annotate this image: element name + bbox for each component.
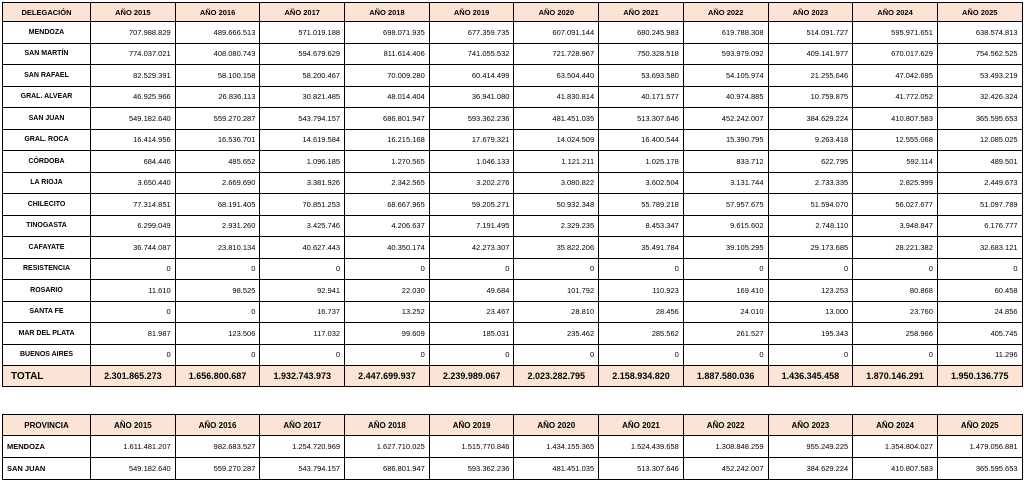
- cell-value: 750.328.518: [599, 43, 684, 65]
- total-value: 1.436.345.458: [768, 366, 853, 387]
- cell-value: 0: [768, 344, 853, 366]
- cell-value: 452.242.007: [683, 458, 768, 480]
- cell-value: 513.307.646: [599, 458, 684, 480]
- cell-value: 11.296: [937, 344, 1022, 366]
- total-label: TOTAL: [3, 366, 91, 387]
- cell-value: 754.562.525: [937, 43, 1022, 65]
- row-label: MAR DEL PLATA: [3, 323, 91, 345]
- cell-value: 684.446: [91, 151, 176, 173]
- cell-value: 3.948.847: [853, 215, 938, 237]
- header-year: AÑO 2018: [345, 415, 430, 436]
- cell-value: 123.253: [768, 280, 853, 302]
- row-label: MENDOZA: [3, 22, 91, 44]
- cell-value: 1.025.178: [599, 151, 684, 173]
- cell-value: 0: [429, 258, 514, 280]
- cell-value: 0: [514, 258, 599, 280]
- cell-value: 51.097.789: [937, 194, 1022, 216]
- cell-value: 2.669.690: [175, 172, 260, 194]
- cell-value: 117.032: [260, 323, 345, 345]
- cell-value: 123.506: [175, 323, 260, 345]
- header-year: AÑO 2021: [599, 3, 684, 22]
- cell-value: 54.105.974: [683, 65, 768, 87]
- cell-value: 0: [175, 344, 260, 366]
- table-row: [3, 258, 1023, 280]
- cell-value: 16.414.956: [91, 129, 176, 151]
- cell-value: 622.795: [768, 151, 853, 173]
- header-year: AÑO 2020: [514, 415, 599, 436]
- cell-value: 3.602.504: [599, 172, 684, 194]
- cell-value: 595.971.651: [853, 22, 938, 44]
- header-year: AÑO 2024: [853, 415, 938, 436]
- total-value: 1.870.146.291: [853, 366, 938, 387]
- table-row: [3, 22, 1023, 44]
- cell-value: 2.748.110: [768, 215, 853, 237]
- cell-value: 549.182.640: [91, 458, 176, 480]
- cell-value: 384.629.224: [768, 108, 853, 130]
- cell-value: 26.836.113: [175, 86, 260, 108]
- cell-value: 41.772.052: [853, 86, 938, 108]
- cell-value: 2.342.565: [345, 172, 430, 194]
- cell-value: 774.037.021: [91, 43, 176, 65]
- header-year: AÑO 2016: [175, 3, 260, 22]
- cell-value: 9.263.418: [768, 129, 853, 151]
- cell-value: 571.019.188: [260, 22, 345, 44]
- cell-value: 70.851.253: [260, 194, 345, 216]
- row-label: BUENOS AIRES: [3, 344, 91, 366]
- header-year: AÑO 2025: [937, 415, 1022, 436]
- table-row: [3, 194, 1023, 216]
- cell-value: 384.629.224: [768, 458, 853, 480]
- cell-value: 1.479.056.881: [937, 436, 1022, 458]
- cell-value: 2.733.335: [768, 172, 853, 194]
- table-row: [3, 86, 1023, 108]
- cell-value: 36.941.080: [429, 86, 514, 108]
- cell-value: 0: [599, 344, 684, 366]
- total-value: 1.932.743.973: [260, 366, 345, 387]
- cell-value: 40.974.885: [683, 86, 768, 108]
- row-label: CHILECITO: [3, 194, 91, 216]
- cell-value: 3.080.822: [514, 172, 599, 194]
- cell-value: 0: [599, 258, 684, 280]
- header-row: [3, 3, 1023, 22]
- header-year: AÑO 2017: [260, 415, 345, 436]
- cell-value: 513.307.646: [599, 108, 684, 130]
- cell-value: 285.562: [599, 323, 684, 345]
- row-label: TINOGASTA: [3, 215, 91, 237]
- cell-value: 365.595.653: [937, 458, 1022, 480]
- cell-value: 28.810: [514, 301, 599, 323]
- header-year: AÑO 2015: [91, 415, 176, 436]
- cell-value: 32.683.121: [937, 237, 1022, 259]
- cell-value: 1.354.804.027: [853, 436, 938, 458]
- cell-value: 81.987: [91, 323, 176, 345]
- cell-value: 0: [91, 258, 176, 280]
- total-value: 2.023.282.795: [514, 366, 599, 387]
- cell-value: 28.456: [599, 301, 684, 323]
- cell-value: 6.299.049: [91, 215, 176, 237]
- cell-value: 68.191.405: [175, 194, 260, 216]
- cell-value: 638.574.813: [937, 22, 1022, 44]
- cell-value: 0: [853, 258, 938, 280]
- row-label: ROSARIO: [3, 280, 91, 302]
- cell-value: 10.759.875: [768, 86, 853, 108]
- cell-value: 593.362.236: [429, 108, 514, 130]
- cell-value: 7.191.495: [429, 215, 514, 237]
- cell-value: 514.091.727: [768, 22, 853, 44]
- row-label: SAN JUAN: [3, 108, 91, 130]
- cell-value: 16.536.701: [175, 129, 260, 151]
- cell-value: 1.121.211: [514, 151, 599, 173]
- cell-value: 1.046.133: [429, 151, 514, 173]
- delegaciones-table: [2, 2, 1023, 387]
- table-row: [3, 301, 1023, 323]
- cell-value: 0: [514, 344, 599, 366]
- cell-value: 686.801.947: [345, 458, 430, 480]
- cell-value: 365.595.653: [937, 108, 1022, 130]
- row-label: MENDOZA: [3, 436, 91, 458]
- cell-value: 0: [175, 301, 260, 323]
- provincias-table: [2, 414, 1023, 480]
- cell-value: 0: [260, 258, 345, 280]
- cell-value: 40.350.174: [345, 237, 430, 259]
- cell-value: 4.206.637: [345, 215, 430, 237]
- cell-value: 607.091.144: [514, 22, 599, 44]
- cell-value: 1.270.565: [345, 151, 430, 173]
- cell-value: 98.525: [175, 280, 260, 302]
- cell-value: 92.941: [260, 280, 345, 302]
- cell-value: 741.055.532: [429, 43, 514, 65]
- row-label: SAN JUAN: [3, 458, 91, 480]
- cell-value: 42.273.307: [429, 237, 514, 259]
- cell-value: 833.712: [683, 151, 768, 173]
- cell-value: 485.652: [175, 151, 260, 173]
- cell-value: 47.042.695: [853, 65, 938, 87]
- cell-value: 0: [260, 344, 345, 366]
- header-year: AÑO 2019: [429, 415, 514, 436]
- cell-value: 39.105.295: [683, 237, 768, 259]
- cell-value: 0: [345, 344, 430, 366]
- header-year: AÑO 2018: [345, 3, 430, 22]
- cell-value: 409.141.977: [768, 43, 853, 65]
- cell-value: 57.957.675: [683, 194, 768, 216]
- cell-value: 23.467: [429, 301, 514, 323]
- cell-value: 58.100.158: [175, 65, 260, 87]
- table-row: [3, 458, 1023, 480]
- cell-value: 261.527: [683, 323, 768, 345]
- cell-value: 16.215.168: [345, 129, 430, 151]
- header-year: AÑO 2024: [853, 3, 938, 22]
- header-year: AÑO 2021: [599, 415, 684, 436]
- cell-value: 3.650.440: [91, 172, 176, 194]
- table-row: [3, 323, 1023, 345]
- row-label: CÓRDOBA: [3, 151, 91, 173]
- cell-value: 670.017.629: [853, 43, 938, 65]
- table-row: [3, 43, 1023, 65]
- header-delegacion: DELEGACIÓN: [3, 3, 91, 22]
- cell-value: 698.071.935: [345, 22, 430, 44]
- cell-value: 77.314.851: [91, 194, 176, 216]
- cell-value: 549.182.640: [91, 108, 176, 130]
- total-value: 1.950.136.775: [937, 366, 1022, 387]
- cell-value: 46.925.966: [91, 86, 176, 108]
- cell-value: 60.458: [937, 280, 1022, 302]
- table-row: [3, 215, 1023, 237]
- total-value: 2.301.865.273: [91, 366, 176, 387]
- table-row: [3, 436, 1023, 458]
- cell-value: 408.080.743: [175, 43, 260, 65]
- cell-value: 16.737: [260, 301, 345, 323]
- cell-value: 592.114: [853, 151, 938, 173]
- cell-value: 982.683.527: [175, 436, 260, 458]
- cell-value: 1.627.710.025: [345, 436, 430, 458]
- cell-value: 70.009.280: [345, 65, 430, 87]
- header-year: AÑO 2019: [429, 3, 514, 22]
- cell-value: 24.010: [683, 301, 768, 323]
- cell-value: 23.760: [853, 301, 938, 323]
- cell-value: 0: [429, 344, 514, 366]
- cell-value: 3.381.926: [260, 172, 345, 194]
- cell-value: 40.171.577: [599, 86, 684, 108]
- cell-value: 29.173.685: [768, 237, 853, 259]
- cell-value: 2.449.673: [937, 172, 1022, 194]
- cell-value: 40.627.443: [260, 237, 345, 259]
- cell-value: 53.493.219: [937, 65, 1022, 87]
- cell-value: 8.453.347: [599, 215, 684, 237]
- cell-value: 0: [91, 301, 176, 323]
- cell-value: 489.666.513: [175, 22, 260, 44]
- cell-value: 12.555.068: [853, 129, 938, 151]
- cell-value: 3.425.746: [260, 215, 345, 237]
- cell-value: 48.014.404: [345, 86, 430, 108]
- cell-value: 594.679.629: [260, 43, 345, 65]
- cell-value: 15.390.795: [683, 129, 768, 151]
- row-label: SAN MARTÍN: [3, 43, 91, 65]
- total-value: 2.158.934.820: [599, 366, 684, 387]
- cell-value: 24.856: [937, 301, 1022, 323]
- cell-value: 13.252: [345, 301, 430, 323]
- cell-value: 1.254.720.969: [260, 436, 345, 458]
- cell-value: 258.966: [853, 323, 938, 345]
- cell-value: 1.096.185: [260, 151, 345, 173]
- table-row: [3, 172, 1023, 194]
- cell-value: 481.451.035: [514, 108, 599, 130]
- cell-value: 2.931.260: [175, 215, 260, 237]
- cell-value: 0: [175, 258, 260, 280]
- table-row: [3, 280, 1023, 302]
- cell-value: 0: [683, 344, 768, 366]
- cell-value: 195.343: [768, 323, 853, 345]
- cell-value: 3.131.744: [683, 172, 768, 194]
- header-provincia: PROVINCIA: [3, 415, 91, 436]
- cell-value: 63.504.440: [514, 65, 599, 87]
- cell-value: 101.792: [514, 280, 599, 302]
- cell-value: 14.024.509: [514, 129, 599, 151]
- cell-value: 9.615.602: [683, 215, 768, 237]
- cell-value: 405.745: [937, 323, 1022, 345]
- cell-value: 707.988.829: [91, 22, 176, 44]
- total-value: 1.887.580.036: [683, 366, 768, 387]
- cell-value: 1.308.848.259: [683, 436, 768, 458]
- total-value: 2.447.699.937: [345, 366, 430, 387]
- cell-value: 110.923: [599, 280, 684, 302]
- cell-value: 68.667.965: [345, 194, 430, 216]
- cell-value: 51.594.070: [768, 194, 853, 216]
- cell-value: 59.205.271: [429, 194, 514, 216]
- cell-value: 1.524.439.658: [599, 436, 684, 458]
- total-value: 2.239.989.067: [429, 366, 514, 387]
- cell-value: 955.249.225: [768, 436, 853, 458]
- cell-value: 489.501: [937, 151, 1022, 173]
- cell-value: 593.362.236: [429, 458, 514, 480]
- cell-value: 82.529.391: [91, 65, 176, 87]
- cell-value: 28.221.382: [853, 237, 938, 259]
- cell-value: 2.825.999: [853, 172, 938, 194]
- header-year: AÑO 2023: [768, 415, 853, 436]
- header-year: AÑO 2023: [768, 3, 853, 22]
- row-label: SANTA FE: [3, 301, 91, 323]
- header-year: AÑO 2025: [937, 3, 1022, 22]
- header-row: [3, 415, 1023, 436]
- cell-value: 680.245.983: [599, 22, 684, 44]
- header-year: AÑO 2022: [683, 415, 768, 436]
- table-row: [3, 129, 1023, 151]
- cell-value: 17.679.321: [429, 129, 514, 151]
- cell-value: 50.932.348: [514, 194, 599, 216]
- cell-value: 559.270.287: [175, 108, 260, 130]
- cell-value: 410.807.583: [853, 108, 938, 130]
- cell-value: 35.822.206: [514, 237, 599, 259]
- cell-value: 36.744.087: [91, 237, 176, 259]
- cell-value: 41.830.814: [514, 86, 599, 108]
- cell-value: 11.610: [91, 280, 176, 302]
- cell-value: 543.794.157: [260, 108, 345, 130]
- row-label: RESISTENCIA: [3, 258, 91, 280]
- cell-value: 22.030: [345, 280, 430, 302]
- cell-value: 13.000: [768, 301, 853, 323]
- cell-value: 0: [345, 258, 430, 280]
- cell-value: 99.609: [345, 323, 430, 345]
- cell-value: 12.085.025: [937, 129, 1022, 151]
- cell-value: 593.979.092: [683, 43, 768, 65]
- row-label: GRAL. ALVEAR: [3, 86, 91, 108]
- cell-value: 23.810.134: [175, 237, 260, 259]
- cell-value: 811.614.406: [345, 43, 430, 65]
- row-label: SAN RAFAEL: [3, 65, 91, 87]
- cell-value: 452.242.007: [683, 108, 768, 130]
- cell-value: 21.255.646: [768, 65, 853, 87]
- cell-value: 0: [853, 344, 938, 366]
- cell-value: 0: [937, 258, 1022, 280]
- cell-value: 60.414.499: [429, 65, 514, 87]
- table-row: [3, 65, 1023, 87]
- cell-value: 185.031: [429, 323, 514, 345]
- cell-value: 49.684: [429, 280, 514, 302]
- cell-value: 53.693.580: [599, 65, 684, 87]
- cell-value: 559.270.287: [175, 458, 260, 480]
- cell-value: 16.400.544: [599, 129, 684, 151]
- cell-value: 32.426.324: [937, 86, 1022, 108]
- cell-value: 3.202.276: [429, 172, 514, 194]
- header-year: AÑO 2017: [260, 3, 345, 22]
- cell-value: 481.451.035: [514, 458, 599, 480]
- cell-value: 14.619.584: [260, 129, 345, 151]
- row-label: CAFAYATE: [3, 237, 91, 259]
- cell-value: 58.200.467: [260, 65, 345, 87]
- cell-value: 619.788.308: [683, 22, 768, 44]
- cell-value: 721.728.967: [514, 43, 599, 65]
- table-row: [3, 237, 1023, 259]
- cell-value: 6.176.777: [937, 215, 1022, 237]
- cell-value: 410.807.583: [853, 458, 938, 480]
- total-value: 1.656.800.687: [175, 366, 260, 387]
- cell-value: 1.611.481.207: [91, 436, 176, 458]
- cell-value: 80.868: [853, 280, 938, 302]
- cell-value: 0: [91, 344, 176, 366]
- cell-value: 169.410: [683, 280, 768, 302]
- cell-value: 1.434.155.365: [514, 436, 599, 458]
- cell-value: 2.329.235: [514, 215, 599, 237]
- cell-value: 686.801.947: [345, 108, 430, 130]
- cell-value: 0: [768, 258, 853, 280]
- row-label: LA RIOJA: [3, 172, 91, 194]
- cell-value: 0: [683, 258, 768, 280]
- cell-value: 55.789.218: [599, 194, 684, 216]
- table-row: [3, 151, 1023, 173]
- total-row: [3, 366, 1023, 387]
- cell-value: 235.462: [514, 323, 599, 345]
- cell-value: 543.794.157: [260, 458, 345, 480]
- table-row: [3, 344, 1023, 366]
- cell-value: 35.491.784: [599, 237, 684, 259]
- header-year: AÑO 2016: [175, 415, 260, 436]
- table-row: [3, 108, 1023, 130]
- row-label: GRAL. ROCA: [3, 129, 91, 151]
- header-year: AÑO 2015: [91, 3, 176, 22]
- header-year: AÑO 2022: [683, 3, 768, 22]
- cell-value: 56.027.677: [853, 194, 938, 216]
- cell-value: 677.359.735: [429, 22, 514, 44]
- header-year: AÑO 2020: [514, 3, 599, 22]
- cell-value: 30.821.485: [260, 86, 345, 108]
- cell-value: 1.515.770.846: [429, 436, 514, 458]
